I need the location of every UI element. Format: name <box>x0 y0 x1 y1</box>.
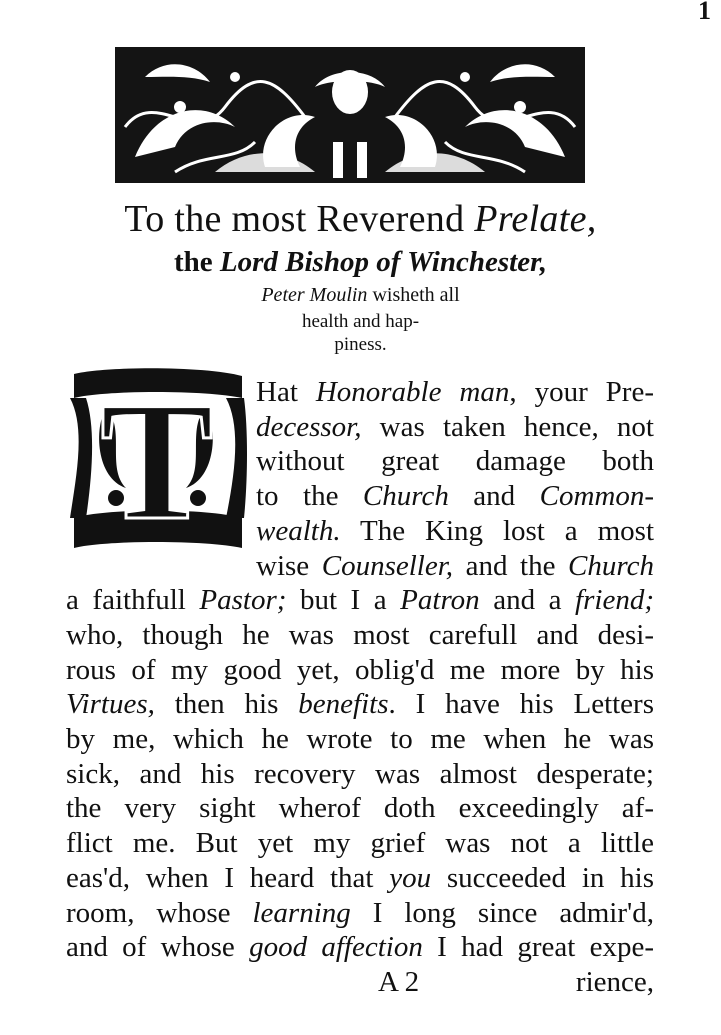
text-run: decessor, <box>256 410 362 443</box>
floral-headpiece-ornament <box>115 47 585 183</box>
text-run: , your Pre- <box>509 376 654 408</box>
text-run: Church <box>362 480 449 513</box>
text-run: friend; <box>575 584 654 617</box>
body-line <box>66 722 654 756</box>
text-run: benefits <box>298 688 389 721</box>
text-run: without great damage both <box>256 445 654 478</box>
text-run: I long since admir'd, <box>350 896 654 929</box>
text-run: a faithfull <box>66 584 200 617</box>
text-run: and the <box>453 549 569 582</box>
body-line <box>66 583 654 617</box>
text-run: wise <box>256 549 322 582</box>
text-run: then his <box>154 688 299 721</box>
text-run: rous of my good yet, oblig'd me more by his <box>66 653 654 686</box>
decorated-initial-T <box>66 368 248 552</box>
body-line <box>66 861 654 895</box>
text-run: and of whose <box>66 931 250 964</box>
body-line <box>256 479 654 513</box>
text-run: Church <box>568 549 654 582</box>
text-run: Honorable man <box>315 376 510 408</box>
dedication-line-5: piness. <box>334 334 387 355</box>
text-run: was taken hence, not <box>361 410 654 443</box>
body-line <box>256 444 654 478</box>
text-run: I had great expe- <box>422 931 654 964</box>
body-line <box>66 687 654 721</box>
body-line <box>66 757 654 791</box>
body-line <box>66 653 654 687</box>
text-run: by me, which he wrote to me when he was <box>66 723 654 755</box>
dropcap-letter: T <box>100 368 214 552</box>
text-run: and <box>448 480 540 513</box>
body-line <box>256 410 654 444</box>
text-run: who, though he was most carefull and desi- <box>66 618 654 651</box>
text-run: room, whose <box>66 896 253 929</box>
page-number: 1 <box>698 0 711 25</box>
text-run: Counseller, <box>321 549 454 582</box>
body-line <box>66 930 654 964</box>
text-run: wealth. <box>256 514 341 547</box>
body-line <box>66 618 654 652</box>
body-line <box>66 791 654 825</box>
body-line <box>66 826 654 860</box>
body-line <box>256 375 654 409</box>
text-run: sick, and his recovery was almost desperate; <box>66 757 654 790</box>
text-run: Hat <box>256 376 316 408</box>
text-run: Pastor; <box>199 584 287 617</box>
text-run: . I have his Letters <box>388 688 654 721</box>
signature-mark: A 2 <box>378 966 420 998</box>
dedication-title: To the most Reverend Prelate, <box>124 198 597 240</box>
text-run: but I a <box>286 584 401 617</box>
dedication-line-4: health and hap- <box>301 311 420 332</box>
page-footer <box>0 966 721 1006</box>
text-run: Virtues, <box>66 688 155 721</box>
text-run: succeeded in his <box>431 861 654 894</box>
body-line <box>256 514 654 548</box>
text-run: and a <box>479 584 576 617</box>
text-run: to the <box>256 480 363 513</box>
dedication-line-2: the Lord Bishop of Winchester, <box>173 246 548 278</box>
dedication-line-3: Peter Moulin wisheth all <box>261 284 460 306</box>
catchword: rience, <box>575 966 654 998</box>
text-run: the very sight wherof doth exceedingly af- <box>66 792 654 825</box>
text-run: The King lost a most <box>340 514 654 547</box>
text-run: learning <box>252 896 351 929</box>
text-run: eas'd, when I heard that <box>66 861 390 894</box>
text-run: good affection <box>249 931 423 964</box>
text-run: Patron <box>400 584 480 617</box>
text-run: you <box>389 861 432 894</box>
text-run: Common- <box>539 480 654 513</box>
body-line <box>66 896 654 930</box>
text-run: flict me. But yet my grief was not a little <box>66 827 654 860</box>
body-line <box>256 549 654 583</box>
